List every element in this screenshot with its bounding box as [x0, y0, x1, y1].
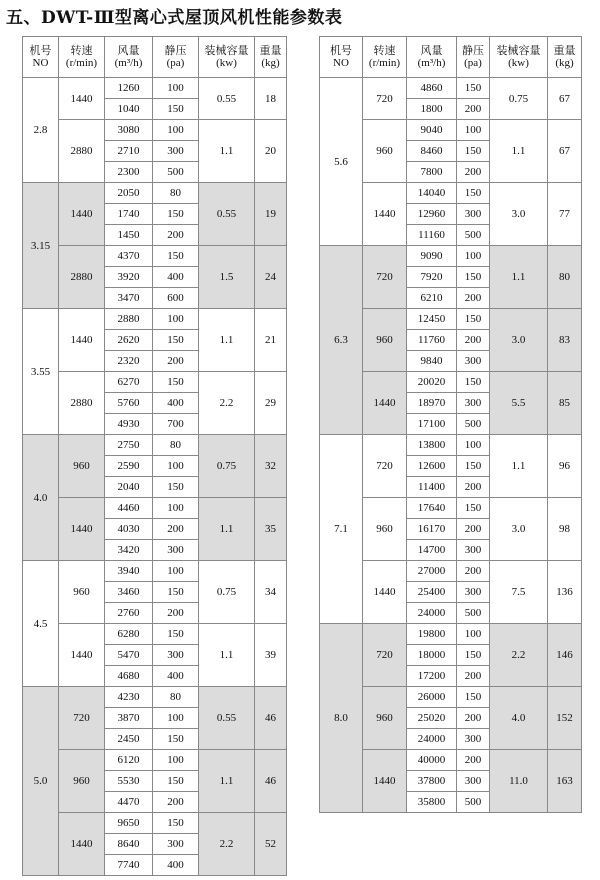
weight-cell: 20	[255, 120, 287, 183]
speed-cell: 960	[363, 120, 407, 183]
pressure-cell: 80	[153, 183, 199, 204]
header-flow: 风量 (m³/h)	[105, 37, 153, 78]
flow-cell: 12600	[407, 456, 457, 477]
flow-cell: 20020	[407, 372, 457, 393]
pressure-cell: 200	[457, 99, 490, 120]
header-pressure: 静压 (pa)	[457, 37, 490, 78]
pressure-cell: 150	[457, 456, 490, 477]
pressure-cell: 150	[153, 204, 199, 225]
flow-cell: 11160	[407, 225, 457, 246]
table-row	[23, 435, 287, 456]
speed-cell: 960	[59, 435, 105, 498]
pressure-cell: 200	[153, 603, 199, 624]
flow-cell: 18000	[407, 645, 457, 666]
weight-cell: 39	[255, 624, 287, 687]
power-cell: 3.0	[490, 309, 548, 372]
pressure-cell: 100	[153, 561, 199, 582]
pressure-cell: 500	[457, 225, 490, 246]
flow-cell: 6210	[407, 288, 457, 309]
pressure-cell: 150	[153, 246, 199, 267]
model-number: 4.0	[23, 435, 59, 561]
speed-cell: 2880	[59, 120, 105, 183]
speed-cell: 960	[363, 498, 407, 561]
flow-cell: 11400	[407, 477, 457, 498]
pressure-cell: 150	[153, 729, 199, 750]
flow-cell: 1450	[105, 225, 153, 246]
flow-cell: 4930	[105, 414, 153, 435]
speed-cell: 1440	[59, 309, 105, 372]
flow-cell: 4460	[105, 498, 153, 519]
pressure-cell: 500	[457, 792, 490, 813]
pressure-cell: 200	[153, 519, 199, 540]
flow-cell: 8460	[407, 141, 457, 162]
pressure-cell: 600	[153, 288, 199, 309]
power-cell: 1.1	[199, 309, 255, 372]
weight-cell: 152	[548, 687, 582, 750]
pressure-cell: 150	[457, 687, 490, 708]
flow-cell: 1800	[407, 99, 457, 120]
flow-cell: 2450	[105, 729, 153, 750]
table-row	[23, 309, 287, 330]
model-number: 3.15	[23, 183, 59, 309]
pressure-cell: 150	[457, 78, 490, 99]
pressure-cell: 200	[457, 750, 490, 771]
flow-cell: 4860	[407, 78, 457, 99]
pressure-cell: 150	[153, 372, 199, 393]
flow-cell: 6270	[105, 372, 153, 393]
power-cell: 0.55	[199, 183, 255, 246]
power-cell: 7.5	[490, 561, 548, 624]
weight-cell: 96	[548, 435, 582, 498]
table-body-left	[23, 78, 287, 876]
speed-cell: 720	[363, 246, 407, 309]
flow-cell: 7800	[407, 162, 457, 183]
flow-cell: 4030	[105, 519, 153, 540]
model-number: 4.5	[23, 561, 59, 687]
speed-cell: 1440	[363, 750, 407, 813]
pressure-cell: 150	[153, 813, 199, 834]
table-header-row	[23, 37, 287, 78]
speed-cell: 1440	[59, 78, 105, 120]
table-row	[23, 624, 287, 645]
model-number: 5.0	[23, 687, 59, 876]
performance-table-right	[319, 36, 582, 813]
weight-cell: 46	[255, 687, 287, 750]
pressure-cell: 200	[457, 561, 490, 582]
flow-cell: 13800	[407, 435, 457, 456]
power-cell: 2.2	[199, 813, 255, 876]
flow-cell: 3460	[105, 582, 153, 603]
flow-cell: 35800	[407, 792, 457, 813]
flow-cell: 9040	[407, 120, 457, 141]
pressure-cell: 150	[457, 183, 490, 204]
table-body-right	[320, 78, 582, 813]
flow-cell: 9840	[407, 351, 457, 372]
pressure-cell: 100	[457, 435, 490, 456]
pressure-cell: 400	[153, 666, 199, 687]
speed-cell: 1440	[363, 372, 407, 435]
speed-cell: 2880	[59, 372, 105, 435]
pressure-cell: 100	[457, 624, 490, 645]
model-number: 5.6	[320, 78, 363, 246]
table-row	[23, 813, 287, 834]
weight-cell: 18	[255, 78, 287, 120]
speed-cell: 1440	[363, 183, 407, 246]
flow-cell: 37800	[407, 771, 457, 792]
power-cell: 5.5	[490, 372, 548, 435]
power-cell: 11.0	[490, 750, 548, 813]
header-speed: 转速 (r/min)	[363, 37, 407, 78]
pressure-cell: 100	[153, 750, 199, 771]
pressure-cell: 100	[153, 78, 199, 99]
weight-cell: 34	[255, 561, 287, 624]
flow-cell: 3940	[105, 561, 153, 582]
pressure-cell: 400	[153, 267, 199, 288]
power-cell: 1.1	[199, 120, 255, 183]
weight-cell: 77	[548, 183, 582, 246]
header-flow: 风量 (m³/h)	[407, 37, 457, 78]
power-cell: 1.1	[490, 435, 548, 498]
model-number: 3.55	[23, 309, 59, 435]
power-cell: 2.2	[199, 372, 255, 435]
header-no: 机号 NO	[23, 37, 59, 78]
power-cell: 0.75	[199, 435, 255, 498]
pressure-cell: 200	[153, 351, 199, 372]
flow-cell: 11760	[407, 330, 457, 351]
table-row	[23, 120, 287, 141]
power-cell: 1.1	[199, 750, 255, 813]
speed-cell: 1440	[59, 498, 105, 561]
pressure-cell: 300	[153, 141, 199, 162]
power-cell: 0.55	[199, 687, 255, 750]
flow-cell: 3870	[105, 708, 153, 729]
pressure-cell: 200	[457, 666, 490, 687]
weight-cell: 21	[255, 309, 287, 372]
pressure-cell: 700	[153, 414, 199, 435]
pressure-cell: 150	[457, 372, 490, 393]
flow-cell: 3470	[105, 288, 153, 309]
pressure-cell: 100	[153, 120, 199, 141]
pressure-cell: 150	[153, 477, 199, 498]
pressure-cell: 150	[457, 267, 490, 288]
speed-cell: 1440	[59, 813, 105, 876]
pressure-cell: 150	[153, 771, 199, 792]
flow-cell: 4680	[105, 666, 153, 687]
flow-cell: 24000	[407, 603, 457, 624]
performance-table-left	[22, 36, 287, 876]
pressure-cell: 100	[153, 498, 199, 519]
power-cell: 3.0	[490, 183, 548, 246]
header-weight: 重量 (kg)	[255, 37, 287, 78]
weight-cell: 163	[548, 750, 582, 813]
flow-cell: 4470	[105, 792, 153, 813]
flow-cell: 25020	[407, 708, 457, 729]
power-cell: 1.1	[490, 246, 548, 309]
flow-cell: 40000	[407, 750, 457, 771]
flow-cell: 2320	[105, 351, 153, 372]
flow-cell: 7920	[407, 267, 457, 288]
table-row	[23, 183, 287, 204]
speed-cell: 960	[363, 309, 407, 372]
speed-cell: 720	[363, 78, 407, 120]
pressure-cell: 300	[457, 582, 490, 603]
flow-cell: 7740	[105, 855, 153, 876]
flow-cell: 14700	[407, 540, 457, 561]
flow-cell: 17640	[407, 498, 457, 519]
pressure-cell: 150	[457, 645, 490, 666]
pressure-cell: 200	[457, 288, 490, 309]
pressure-cell: 300	[153, 645, 199, 666]
power-cell: 1.5	[199, 246, 255, 309]
speed-cell: 720	[363, 624, 407, 687]
table-row	[23, 750, 287, 771]
flow-cell: 2590	[105, 456, 153, 477]
flow-cell: 9090	[407, 246, 457, 267]
flow-cell: 6280	[105, 624, 153, 645]
weight-cell: 24	[255, 246, 287, 309]
table-row	[320, 624, 582, 645]
table-row	[320, 246, 582, 267]
pressure-cell: 300	[457, 729, 490, 750]
header-no: 机号 NO	[320, 37, 363, 78]
weight-cell: 85	[548, 372, 582, 435]
weight-cell: 98	[548, 498, 582, 561]
weight-cell: 32	[255, 435, 287, 498]
flow-cell: 8640	[105, 834, 153, 855]
flow-cell: 3920	[105, 267, 153, 288]
flow-cell: 4230	[105, 687, 153, 708]
power-cell: 1.1	[490, 120, 548, 183]
pressure-cell: 80	[153, 687, 199, 708]
table-row	[23, 246, 287, 267]
power-cell: 0.55	[199, 78, 255, 120]
header-pressure: 静压 (pa)	[153, 37, 199, 78]
header-power: 装械容量 (kw)	[490, 37, 548, 78]
table-row	[23, 372, 287, 393]
flow-cell: 2620	[105, 330, 153, 351]
power-cell: 0.75	[199, 561, 255, 624]
pressure-cell: 200	[457, 519, 490, 540]
pressure-cell: 100	[457, 246, 490, 267]
model-number: 7.1	[320, 435, 363, 624]
weight-cell: 67	[548, 78, 582, 120]
speed-cell: 960	[59, 561, 105, 624]
power-cell: 1.1	[199, 498, 255, 561]
speed-cell: 720	[59, 687, 105, 750]
pressure-cell: 200	[153, 792, 199, 813]
flow-cell: 18970	[407, 393, 457, 414]
flow-cell: 4370	[105, 246, 153, 267]
pressure-cell: 300	[457, 351, 490, 372]
pressure-cell: 500	[457, 603, 490, 624]
flow-cell: 2710	[105, 141, 153, 162]
pressure-cell: 200	[457, 162, 490, 183]
flow-cell: 14040	[407, 183, 457, 204]
flow-cell: 2050	[105, 183, 153, 204]
pressure-cell: 100	[153, 708, 199, 729]
speed-cell: 2880	[59, 246, 105, 309]
table-row	[23, 498, 287, 519]
pressure-cell: 400	[153, 393, 199, 414]
flow-cell: 5530	[105, 771, 153, 792]
flow-cell: 2040	[105, 477, 153, 498]
pressure-cell: 200	[153, 225, 199, 246]
pressure-cell: 150	[153, 330, 199, 351]
power-cell: 1.1	[199, 624, 255, 687]
flow-cell: 9650	[105, 813, 153, 834]
pressure-cell: 150	[457, 498, 490, 519]
pressure-cell: 100	[153, 309, 199, 330]
pressure-cell: 300	[457, 393, 490, 414]
weight-cell: 35	[255, 498, 287, 561]
flow-cell: 12960	[407, 204, 457, 225]
model-number: 2.8	[23, 78, 59, 183]
power-cell: 4.0	[490, 687, 548, 750]
flow-cell: 2760	[105, 603, 153, 624]
speed-cell: 1440	[363, 561, 407, 624]
flow-cell: 27000	[407, 561, 457, 582]
table-row	[23, 687, 287, 708]
header-weight: 重量 (kg)	[548, 37, 582, 78]
pressure-cell: 150	[457, 141, 490, 162]
pressure-cell: 200	[457, 330, 490, 351]
pressure-cell: 200	[457, 708, 490, 729]
flow-cell: 3080	[105, 120, 153, 141]
weight-cell: 67	[548, 120, 582, 183]
flow-cell: 24000	[407, 729, 457, 750]
speed-cell: 1440	[59, 183, 105, 246]
pressure-cell: 150	[153, 582, 199, 603]
model-number: 8.0	[320, 624, 363, 813]
flow-cell: 1260	[105, 78, 153, 99]
power-cell: 3.0	[490, 498, 548, 561]
model-number: 6.3	[320, 246, 363, 435]
table-row	[320, 78, 582, 99]
pressure-cell: 100	[153, 456, 199, 477]
power-cell: 0.75	[490, 78, 548, 120]
pressure-cell: 150	[457, 309, 490, 330]
flow-cell: 1740	[105, 204, 153, 225]
flow-cell: 17100	[407, 414, 457, 435]
speed-cell: 960	[363, 687, 407, 750]
flow-cell: 1040	[105, 99, 153, 120]
speed-cell: 1440	[59, 624, 105, 687]
table-row	[23, 78, 287, 99]
pressure-cell: 300	[153, 540, 199, 561]
pressure-cell: 500	[153, 162, 199, 183]
weight-cell: 19	[255, 183, 287, 246]
pressure-cell: 150	[153, 99, 199, 120]
weight-cell: 29	[255, 372, 287, 435]
weight-cell: 136	[548, 561, 582, 624]
pressure-cell: 300	[457, 771, 490, 792]
flow-cell: 6120	[105, 750, 153, 771]
page-title: 五、DWT-Ⅲ型离心式屋顶风机性能参数表	[6, 8, 343, 28]
pressure-cell: 80	[153, 435, 199, 456]
speed-cell: 960	[59, 750, 105, 813]
weight-cell: 146	[548, 624, 582, 687]
flow-cell: 12450	[407, 309, 457, 330]
weight-cell: 52	[255, 813, 287, 876]
pressure-cell: 400	[153, 855, 199, 876]
flow-cell: 2750	[105, 435, 153, 456]
pressure-cell: 150	[153, 624, 199, 645]
flow-cell: 5470	[105, 645, 153, 666]
pressure-cell: 300	[153, 834, 199, 855]
weight-cell: 46	[255, 750, 287, 813]
pressure-cell: 300	[457, 540, 490, 561]
flow-cell: 2880	[105, 309, 153, 330]
table-row	[320, 435, 582, 456]
flow-cell: 26000	[407, 687, 457, 708]
header-speed: 转速 (r/min)	[59, 37, 105, 78]
weight-cell: 80	[548, 246, 582, 309]
flow-cell: 5760	[105, 393, 153, 414]
weight-cell: 83	[548, 309, 582, 372]
pressure-cell: 100	[457, 120, 490, 141]
flow-cell: 2300	[105, 162, 153, 183]
table-row	[23, 561, 287, 582]
pressure-cell: 300	[457, 204, 490, 225]
speed-cell: 720	[363, 435, 407, 498]
table-header-row	[320, 37, 582, 78]
header-power: 装械容量 (kw)	[199, 37, 255, 78]
flow-cell: 25400	[407, 582, 457, 603]
flow-cell: 17200	[407, 666, 457, 687]
flow-cell: 16170	[407, 519, 457, 540]
flow-cell: 3420	[105, 540, 153, 561]
pressure-cell: 200	[457, 477, 490, 498]
power-cell: 2.2	[490, 624, 548, 687]
flow-cell: 19800	[407, 624, 457, 645]
pressure-cell: 500	[457, 414, 490, 435]
